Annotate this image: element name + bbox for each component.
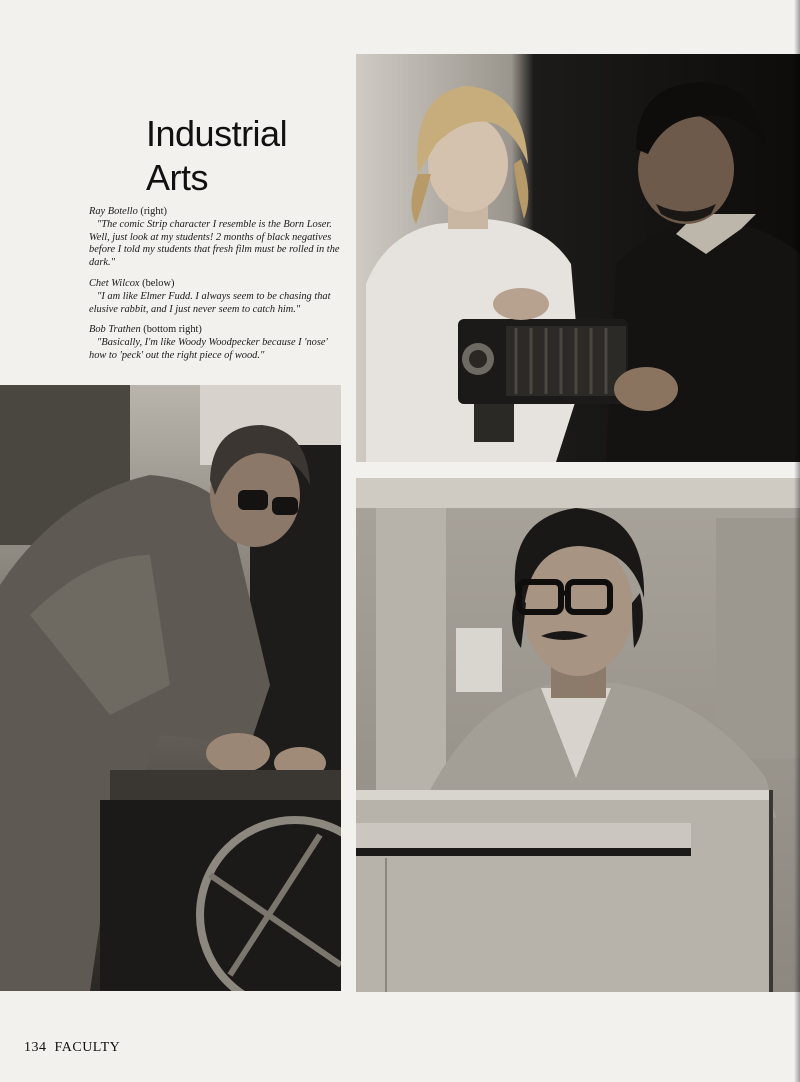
title-line-1: Industrial [146, 113, 288, 154]
section-name: FACULTY [54, 1040, 121, 1055]
caption-name: Ray Botello [89, 206, 138, 217]
caption-bob-trathen [89, 324, 343, 362]
caption-chet-wilcox [89, 278, 343, 316]
photo-shop-instructor [356, 478, 800, 992]
page-title [146, 112, 287, 200]
caption-position: (right) [140, 206, 167, 217]
caption-quote: "The comic Strip character I resemble is the Born Loser. Well, just look at my students! 2 months of black negatives before I told my students that fresh film must be rolled in the dark." [89, 218, 340, 269]
photo-woodshop-teacher [0, 385, 341, 991]
caption-name: Chet Wilcox [89, 277, 140, 289]
caption-position: (bottom right) [143, 324, 202, 336]
caption-name: Bob Trathen [89, 324, 141, 336]
page-footer [24, 1040, 128, 1056]
title-line-2: Arts [146, 157, 209, 198]
page-number: 134 [24, 1040, 47, 1055]
caption-quote: "Basically, I'm like Woody Woodpecker because I 'nose' how to 'peck' out the right piece of wood." [89, 337, 328, 361]
caption-quote: "I am like Elmer Fudd. I always seem to be chasing that elusive rabbit, and I just never seem to catch him." [89, 290, 331, 315]
caption-column [89, 206, 343, 371]
caption-position: (below) [142, 277, 175, 289]
caption-ray-botello [89, 206, 343, 270]
page-edge-shadow [794, 0, 800, 1082]
photo-camera-lesson [356, 54, 800, 462]
